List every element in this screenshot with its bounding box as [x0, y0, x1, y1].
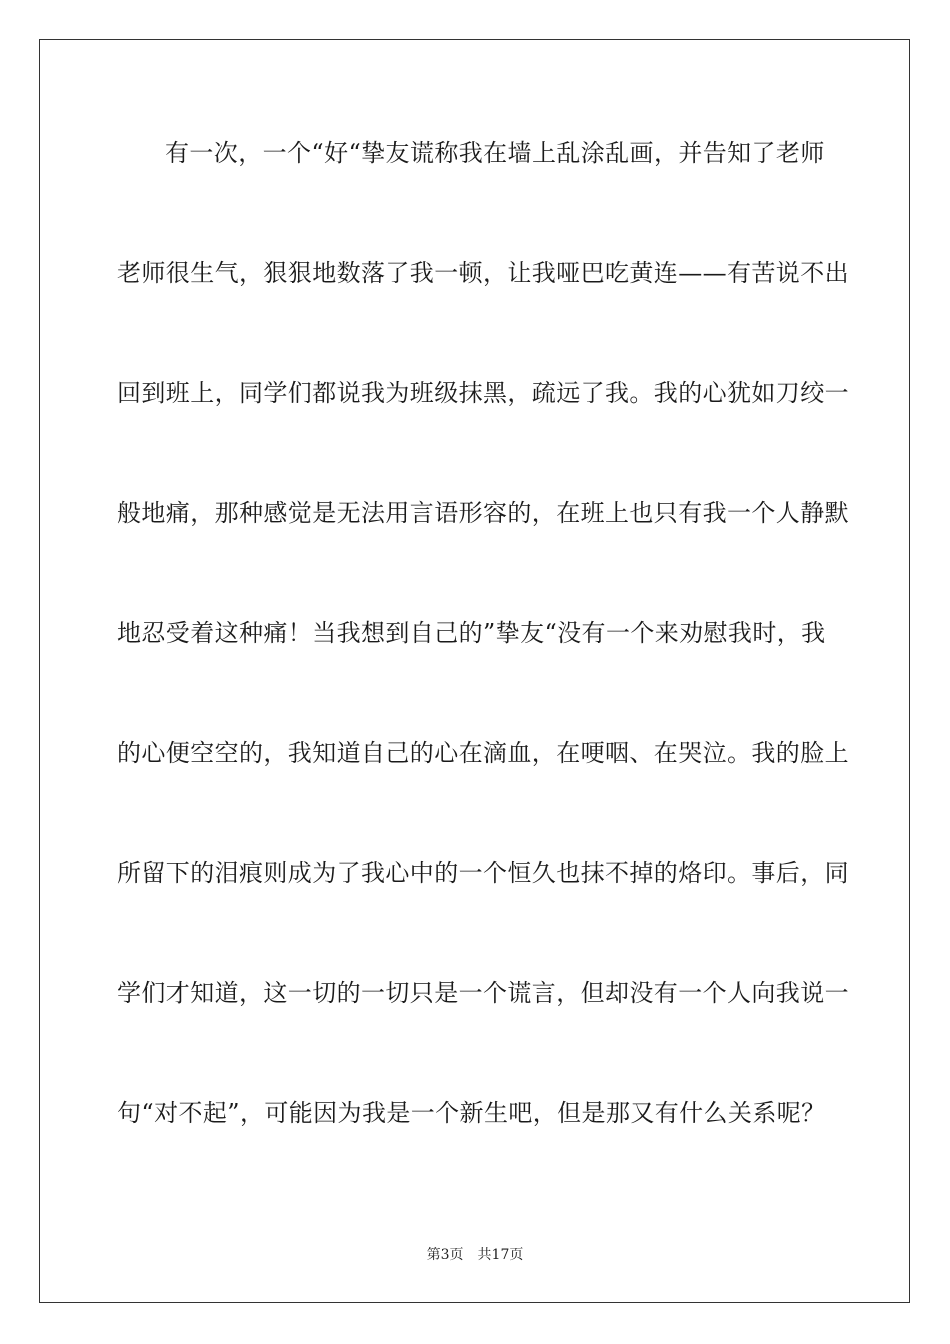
- text-line-1: 有一次，一个“好“挚友谎称我在墙上乱涂乱画，并告知了老师: [165, 139, 825, 167]
- text-line-9: 句“对不起”，可能因为我是一个新生吧，但是那又有什么关系呢？: [117, 1099, 826, 1127]
- text-line-7: 所留下的泪痕则成为了我心中的一个恒久也抹不掉的烙印。事后，同: [117, 859, 849, 887]
- text-line-8: 学们才知道，这一切的一切只是一个谎言，但却没有一个人向我说一: [117, 979, 849, 1007]
- text-line-2: 老师很生气，狠狠地数落了我一顿，让我哑巴吃黄连——有苦说不出: [117, 259, 849, 287]
- page-total: 共17页: [477, 1247, 524, 1263]
- text-line-6: 的心便空空的，我知道自己的心在滴血，在哽咽、在哭泣。我的脸上: [117, 739, 849, 767]
- text-line-4: 般地痛，那种感觉是无法用言语形容的，在班上也只有我一个人静默: [117, 499, 849, 527]
- page-number: 第3页: [426, 1247, 464, 1263]
- text-line-3: 回到班上，同学们都说我为班级抹黑，疏远了我。我的心犹如刀绞一: [117, 379, 849, 407]
- page-footer: [0, 1244, 950, 1264]
- text-line-5: 地忍受着这种痛！当我想到自己的”挚友“没有一个来劝慰我时，我: [117, 619, 826, 647]
